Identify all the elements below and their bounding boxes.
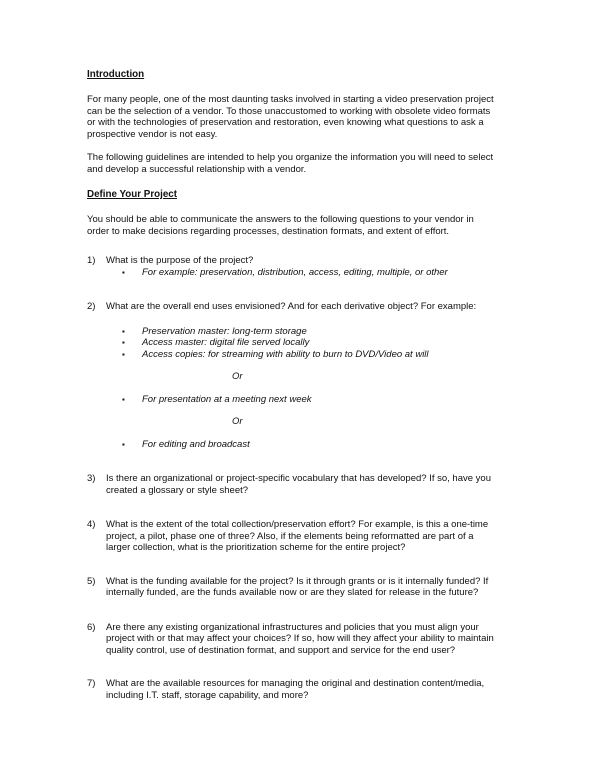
question-5 [87, 576, 517, 599]
text-line: What is the funding available for the project? Is it through grants or is it internally funded? If [106, 575, 489, 587]
text-line: or with the technologies of preservation and restoration, even knowing what questions to ask a [87, 117, 484, 128]
section-heading-introduction: Introduction [87, 69, 145, 80]
or-separator: Or [232, 416, 243, 427]
text-line: and develop a successful relationship with a vendor. [87, 163, 307, 175]
text-line: What are the available resources for managing the original and destination content/media, [106, 678, 485, 689]
bullet-item: ▪ For presentation at a meeting next week [122, 394, 517, 406]
text-line: larger collection, what is the prioritization scheme for the entire project? [106, 542, 406, 553]
question-1-bullets [122, 267, 517, 279]
question-2-bullets-presentation [122, 394, 517, 406]
question-2 [87, 301, 517, 313]
intro-paragraph-1 [87, 94, 517, 140]
or-separator: Or [232, 371, 243, 382]
text-line: You should be able to communicate the answers to the following questions to your vendor in [87, 214, 474, 225]
text-line: For many people, one of the most daunting tasks involved in starting a video preservation project [87, 94, 494, 105]
text-line: quality control, use of destination format, and support and service for the end user? [106, 644, 456, 656]
question-4 [87, 519, 517, 554]
question-number: 5) [87, 575, 96, 587]
question-number: 7) [87, 678, 96, 689]
section-heading-define-project: Define Your Project [87, 189, 178, 200]
text-line: prospective vendor is not easy. [87, 128, 218, 140]
question-2-bullets [122, 326, 517, 361]
question-6 [87, 622, 517, 657]
document-body [87, 69, 517, 701]
question-number: 1) [87, 255, 96, 266]
question-number: 2) [87, 301, 96, 312]
question-number: 3) [87, 473, 96, 484]
text-line: can be the selection of a vendor. To those unaccustomed to working with obsolete video formats [87, 105, 491, 117]
define-paragraph [87, 214, 517, 237]
question-2-bullets-editing [122, 439, 517, 451]
text-line: project, a pilot, phase one of three? Also, if the elements being reformatted are part of a [106, 530, 474, 542]
question-number: 4) [87, 519, 96, 530]
text-line: Is there an organizational or project-specific vocabulary that has developed? If so, have you [106, 473, 491, 484]
question-number: 6) [87, 621, 96, 633]
text-line: created a glossary or style sheet? [106, 484, 249, 496]
bullet-item: ▪ Preservation master: long-term storage [122, 326, 517, 338]
text-line: internally funded, are the funds available now or are they slated for release in the future? [106, 587, 479, 598]
bullet-item: ▪ Access copies: for streaming with ability to burn to DVD/Video at will [122, 349, 517, 361]
question-text: What are the overall end uses envisioned? And for each derivative object? For example: [106, 301, 477, 312]
question-text: What is the purpose of the project? [106, 255, 254, 266]
question-7 [87, 678, 517, 701]
text-line: The following guidelines are intended to help you organize the information you will need to select [87, 152, 494, 163]
question-1 [87, 255, 517, 267]
intro-paragraph-2 [87, 152, 517, 175]
text-line: order to make decisions regarding processes, destination formats, and extent of effort. [87, 225, 450, 237]
text-line: What is the extent of the total collection/preservation effort? For example, is this a one-time [106, 519, 489, 530]
bullet-item: ▪ For editing and broadcast [122, 439, 517, 451]
text-line: project with or that may affect your choices? If so, how will they affect your ability to maintain [106, 633, 494, 644]
text-line: Are there any existing organizational infrastructures and policies that you must align your [106, 621, 479, 633]
question-3 [87, 473, 517, 496]
text-line: including I.T. staff, storage capability, and more? [106, 689, 309, 701]
bullet-item: ▪ Access master: digital file served locally [122, 337, 517, 349]
bullet-item: ▪ For example: preservation, distribution, access, editing, multiple, or other [122, 267, 517, 279]
